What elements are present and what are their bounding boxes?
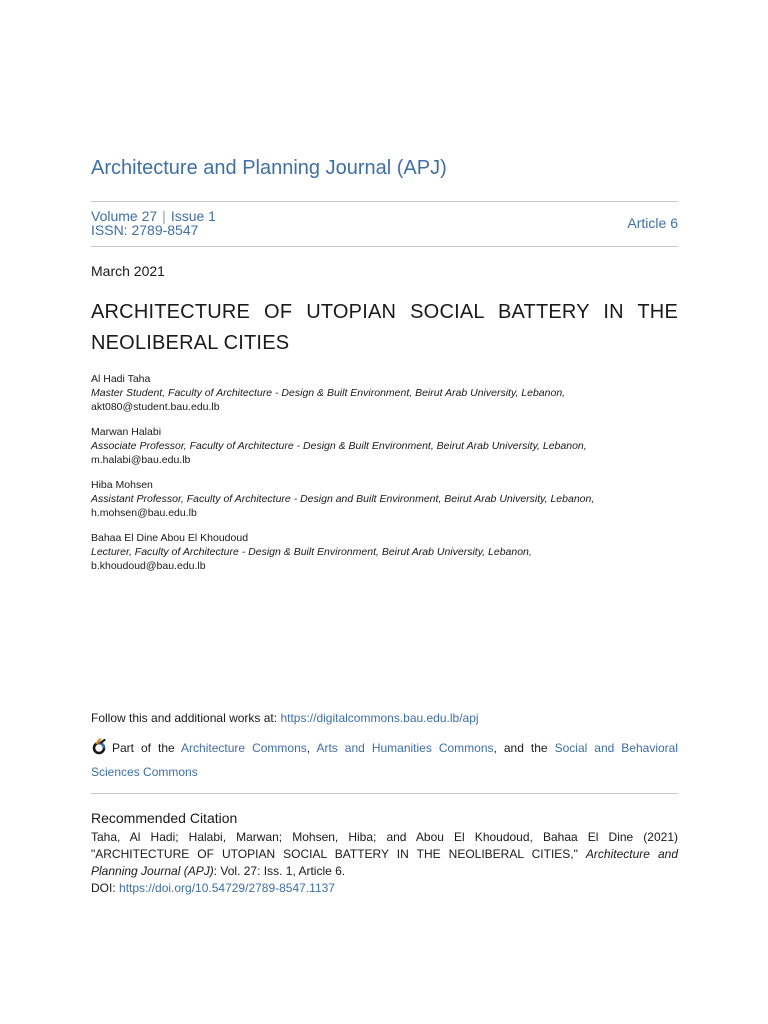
divider <box>91 246 678 247</box>
recommended-citation-heading: Recommended Citation <box>91 810 238 826</box>
divider <box>91 793 678 794</box>
author-block <box>91 531 678 573</box>
author-email: m.halabi@bau.edu.lb <box>91 454 191 466</box>
part-of-commons <box>91 738 678 783</box>
separator: | <box>162 208 166 224</box>
author-affiliation: Associate Professor, Faculty of Architecture - Design & Built Environment, Beirut Arab University, Lebanon, <box>91 440 587 452</box>
author-email: h.mohsen@bau.edu.lb <box>91 507 197 519</box>
doi-line <box>91 881 335 895</box>
citation-main: Taha, Al Hadi; Halabi, Marwan; Mohsen, Hiba; and Abou El Khoudoud, Bahaa El Dine (2021) "ARCHITECTURE OF UTOPIAN SOCIAL BATTERY IN THE NEOLIBERAL CITIES," <box>91 830 678 861</box>
open-access-icon <box>91 738 108 762</box>
article-number-link[interactable]: Article 6 <box>627 215 678 231</box>
issue-link[interactable]: Issue 1 <box>170 208 216 224</box>
author-name: Bahaa El Dine Abou El Khoudoud <box>91 532 249 544</box>
author-name: Hiba Mohsen <box>91 479 153 491</box>
author-name: Marwan Halabi <box>91 426 162 438</box>
author-block <box>91 372 678 414</box>
doi-link[interactable]: https://doi.org/10.54729/2789-8547.1137 <box>119 881 335 895</box>
citation-journal: Architecture and Planning Journal (APJ) <box>91 847 679 878</box>
author-affiliation: Master Student, Faculty of Architecture - Design & Built Environment, Beirut Arab University, Lebanon, <box>91 387 566 399</box>
author-email: akt080@student.bau.edu.lb <box>91 401 220 413</box>
publication-date: March 2021 <box>91 263 165 279</box>
follow-text: Follow this and additional works at: <box>91 711 281 725</box>
separator: , and the <box>493 741 555 755</box>
cover-page <box>91 0 678 1024</box>
volume-link[interactable]: Volume 27 <box>91 208 158 224</box>
issn: ISSN: 2789-8547 <box>91 222 199 238</box>
author-block <box>91 425 678 467</box>
author-affiliation: Assistant Professor, Faculty of Architecture - Design and Built Environment, Beirut Arab University, Lebanon, <box>91 493 595 505</box>
social-behavioral-sciences-commons-link[interactable]: Social and Behavioral Sciences Commons <box>91 741 679 779</box>
author-email: b.khoudoud@bau.edu.lb <box>91 560 206 572</box>
architecture-commons-link[interactable]: Architecture Commons <box>181 741 307 755</box>
part-of-prefix: Part of the <box>112 741 182 755</box>
arts-humanities-commons-link[interactable]: Arts and Humanities Commons <box>316 741 494 755</box>
follow-line <box>91 711 479 725</box>
article-title: ARCHITECTURE OF UTOPIAN SOCIAL BATTERY IN THE NEOLIBERAL CITIES <box>91 301 678 354</box>
citation-tail: : Vol. 27: Iss. 1, Article 6. <box>213 864 346 878</box>
repository-link[interactable]: https://digitalcommons.bau.edu.lb/apj <box>280 711 479 725</box>
doi-label: DOI: <box>91 881 120 895</box>
divider <box>91 201 678 202</box>
journal-title-link[interactable]: Architecture and Planning Journal (APJ) <box>91 157 447 179</box>
citation-text <box>91 829 678 880</box>
author-block <box>91 478 678 520</box>
author-name: Al Hadi Taha <box>91 373 151 385</box>
separator: , <box>306 741 317 755</box>
author-affiliation: Lecturer, Faculty of Architecture - Design & Built Environment, Beirut Arab University, Lebanon, <box>91 546 532 558</box>
